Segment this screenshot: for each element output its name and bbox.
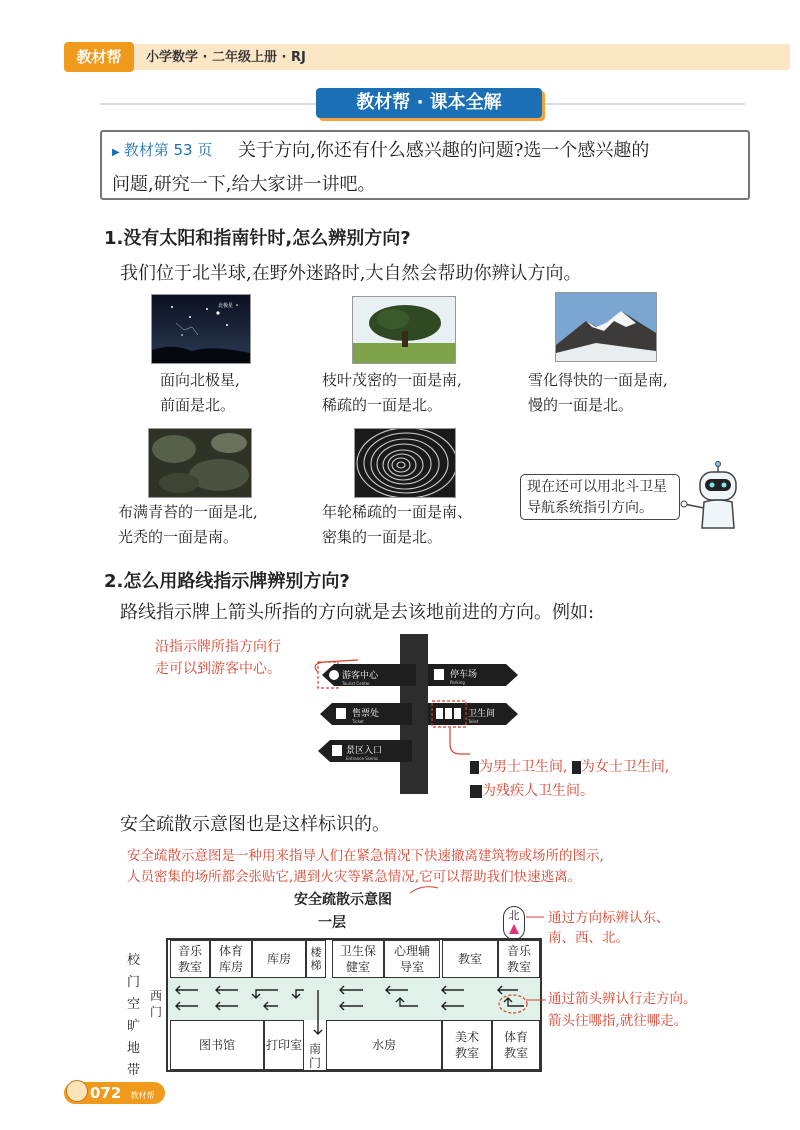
note-line: 箭头往哪指,就往哪走。 [548, 1013, 688, 1029]
sign-toilet-en: Toilet [468, 719, 479, 724]
caption-line: 慢的一面是北。 [528, 396, 634, 414]
arrow-note [548, 988, 697, 1032]
male-toilet-icon [470, 761, 479, 774]
photo-moss [148, 428, 252, 498]
sign-entrance-en: Entrance Scenic [346, 756, 379, 761]
textbook-ref-text: 教材第 53 页 [123, 141, 213, 159]
section-banner: 教材帮 · 课本全解 [316, 88, 542, 118]
sign-toilet-cn: 卫生间 [468, 709, 496, 719]
accessible-toilet-icon [470, 785, 482, 798]
textbook-ref [112, 139, 212, 160]
north-arrow-icon [509, 924, 519, 934]
arrow-note-connector [526, 995, 548, 1005]
evacuation-note [127, 846, 604, 888]
night-sky-image [152, 295, 250, 363]
question-1-title: 1.没有太阳和指南针时,怎么辨别方向? [104, 228, 411, 249]
room-counseling: 心理辅 导室 [384, 940, 440, 978]
female-toilet-icon [572, 761, 581, 774]
caption-line: 年轮稀疏的一面是南、 [322, 503, 473, 521]
sign-tourist-cn: 游客中心 [342, 671, 379, 681]
intro-line-1: 关于方向,你还有什么感兴趣的问题?选一个感兴趣的 [238, 140, 650, 161]
note-line: 通过箭头辨认行走方向。 [548, 991, 697, 1007]
question-2-paragraph: 路线指示牌上箭头所指的方向就是去该地前进的方向。例如: [120, 602, 595, 623]
room-sports-storage: 体育 库房 [210, 940, 252, 978]
room-music-1: 音乐 教室 [170, 940, 210, 978]
room-print: 打印室 [264, 1020, 304, 1070]
tree-rings-image [355, 429, 455, 497]
caption-moss [118, 500, 258, 550]
toilet-legend-row-2 [470, 779, 669, 803]
caption-tree [322, 368, 462, 418]
west-gate-label: 西门 [150, 989, 163, 1019]
caption-line: 稀疏的一面是北。 [322, 396, 443, 414]
sign-parking-en: Parking [450, 680, 465, 685]
mascot-icon [66, 1080, 88, 1102]
note-line: 走可以到游客中心。 [155, 661, 281, 677]
note-line: 人员密集的场所都会张贴它,遇到火灾等紧急情况,它可以帮助我们快速逃离。 [127, 869, 582, 885]
caption-line: 枝叶茂密的一面是南, [322, 371, 462, 389]
photo-tree-rings [354, 428, 456, 498]
robot-tip-bubble [520, 474, 680, 520]
legend-text: 为女士卫生间, [580, 759, 670, 775]
caption-snow [528, 368, 668, 418]
room-stairs: 楼梯 [306, 940, 326, 978]
sign-entrance-cn: 景区入口 [346, 746, 383, 756]
legend-text: 为残疾人卫生间。 [482, 783, 594, 799]
star-label: 北极星 [218, 303, 234, 309]
toilet-legend-row-1 [470, 755, 669, 779]
photo-tree [352, 296, 456, 364]
tree-image [353, 297, 455, 363]
tip-line: 导航系统指引方向。 [527, 500, 653, 516]
sign-tourist-en: Tourist Center [342, 681, 370, 686]
caption-line: 前面是北。 [160, 396, 236, 414]
robot-icon [678, 460, 748, 530]
plan-title: 安全疏散示意图 [294, 892, 392, 908]
north-label: 北 [508, 909, 520, 922]
floor-plan [166, 938, 542, 1072]
caption-line: 面向北极星, [160, 371, 240, 389]
snow-mountain-image [556, 293, 656, 361]
legend-text: 为男士卫生间, [479, 759, 568, 775]
evacuation-paragraph: 安全疏散示意图也是这样标识的。 [120, 814, 390, 835]
sign-parking-cn: 停车场 [450, 670, 478, 680]
caption-line: 光秃的一面是南。 [118, 528, 239, 546]
footer-tag: 教材帮 [130, 1091, 155, 1100]
intro-line-2: 问题,研究一下,给大家讲一讲吧。 [112, 174, 376, 195]
note-line: 南、西、北。 [548, 930, 629, 946]
note-line: 沿指示牌所指方向行 [155, 639, 281, 655]
room-pe: 体育 教室 [492, 1020, 540, 1070]
north-note-connector [526, 912, 546, 922]
brand-tab: 教材帮 [64, 42, 134, 72]
question-2-title: 2.怎么用路线指示牌辨别方向? [104, 571, 350, 592]
note-line: 通过方向标辨认东、 [548, 910, 670, 926]
sign-note [155, 636, 281, 680]
subject-label: 小学数学 · 二年级上册 · RJ [146, 50, 306, 65]
outside-area-label: 校门空旷地带 [127, 953, 141, 1078]
caption-line: 雪化得快的一面是南, [528, 371, 668, 389]
question-1-paragraph: 我们位于北半球,在野外迷路时,大自然会帮助你辨认方向。 [120, 263, 582, 284]
sign-ticket-cn: 售票处 [352, 709, 380, 719]
plan-title-connector [410, 882, 440, 896]
page-number: 072 [90, 1084, 122, 1102]
photo-night-sky [151, 294, 251, 364]
photo-snow-mountain [555, 292, 657, 362]
room-art: 美术 教室 [442, 1020, 492, 1070]
south-gate-label: 南门 [308, 1042, 321, 1070]
plan-floor: 一层 [318, 915, 346, 931]
room-storage: 库房 [252, 940, 306, 978]
room-water: 水房 [326, 1020, 442, 1070]
evacuation-arrows [168, 978, 540, 1038]
caption-line: 密集的一面是北。 [322, 528, 443, 546]
room-library: 图书馆 [170, 1020, 264, 1070]
north-marker [503, 906, 525, 940]
sign-ticket-en: Ticket [352, 719, 364, 724]
caption-line: 布满青苔的一面是北, [118, 503, 258, 521]
toilet-legend [470, 755, 669, 803]
note-line: 安全疏散示意图是一种用来指导人们在紧急情况下快速撤离建筑物或场所的图示, [127, 848, 604, 864]
room-classroom: 教室 [442, 940, 498, 978]
moss-image [149, 429, 251, 497]
caption-north-star [160, 368, 240, 418]
caption-rings [322, 500, 472, 550]
room-music-2: 音乐 教室 [498, 940, 540, 978]
north-note [548, 908, 670, 948]
triangle-icon: ▶ [112, 147, 120, 158]
tip-line: 现在还可以用北斗卫星 [527, 479, 667, 495]
room-health: 卫生保 健室 [332, 940, 384, 978]
